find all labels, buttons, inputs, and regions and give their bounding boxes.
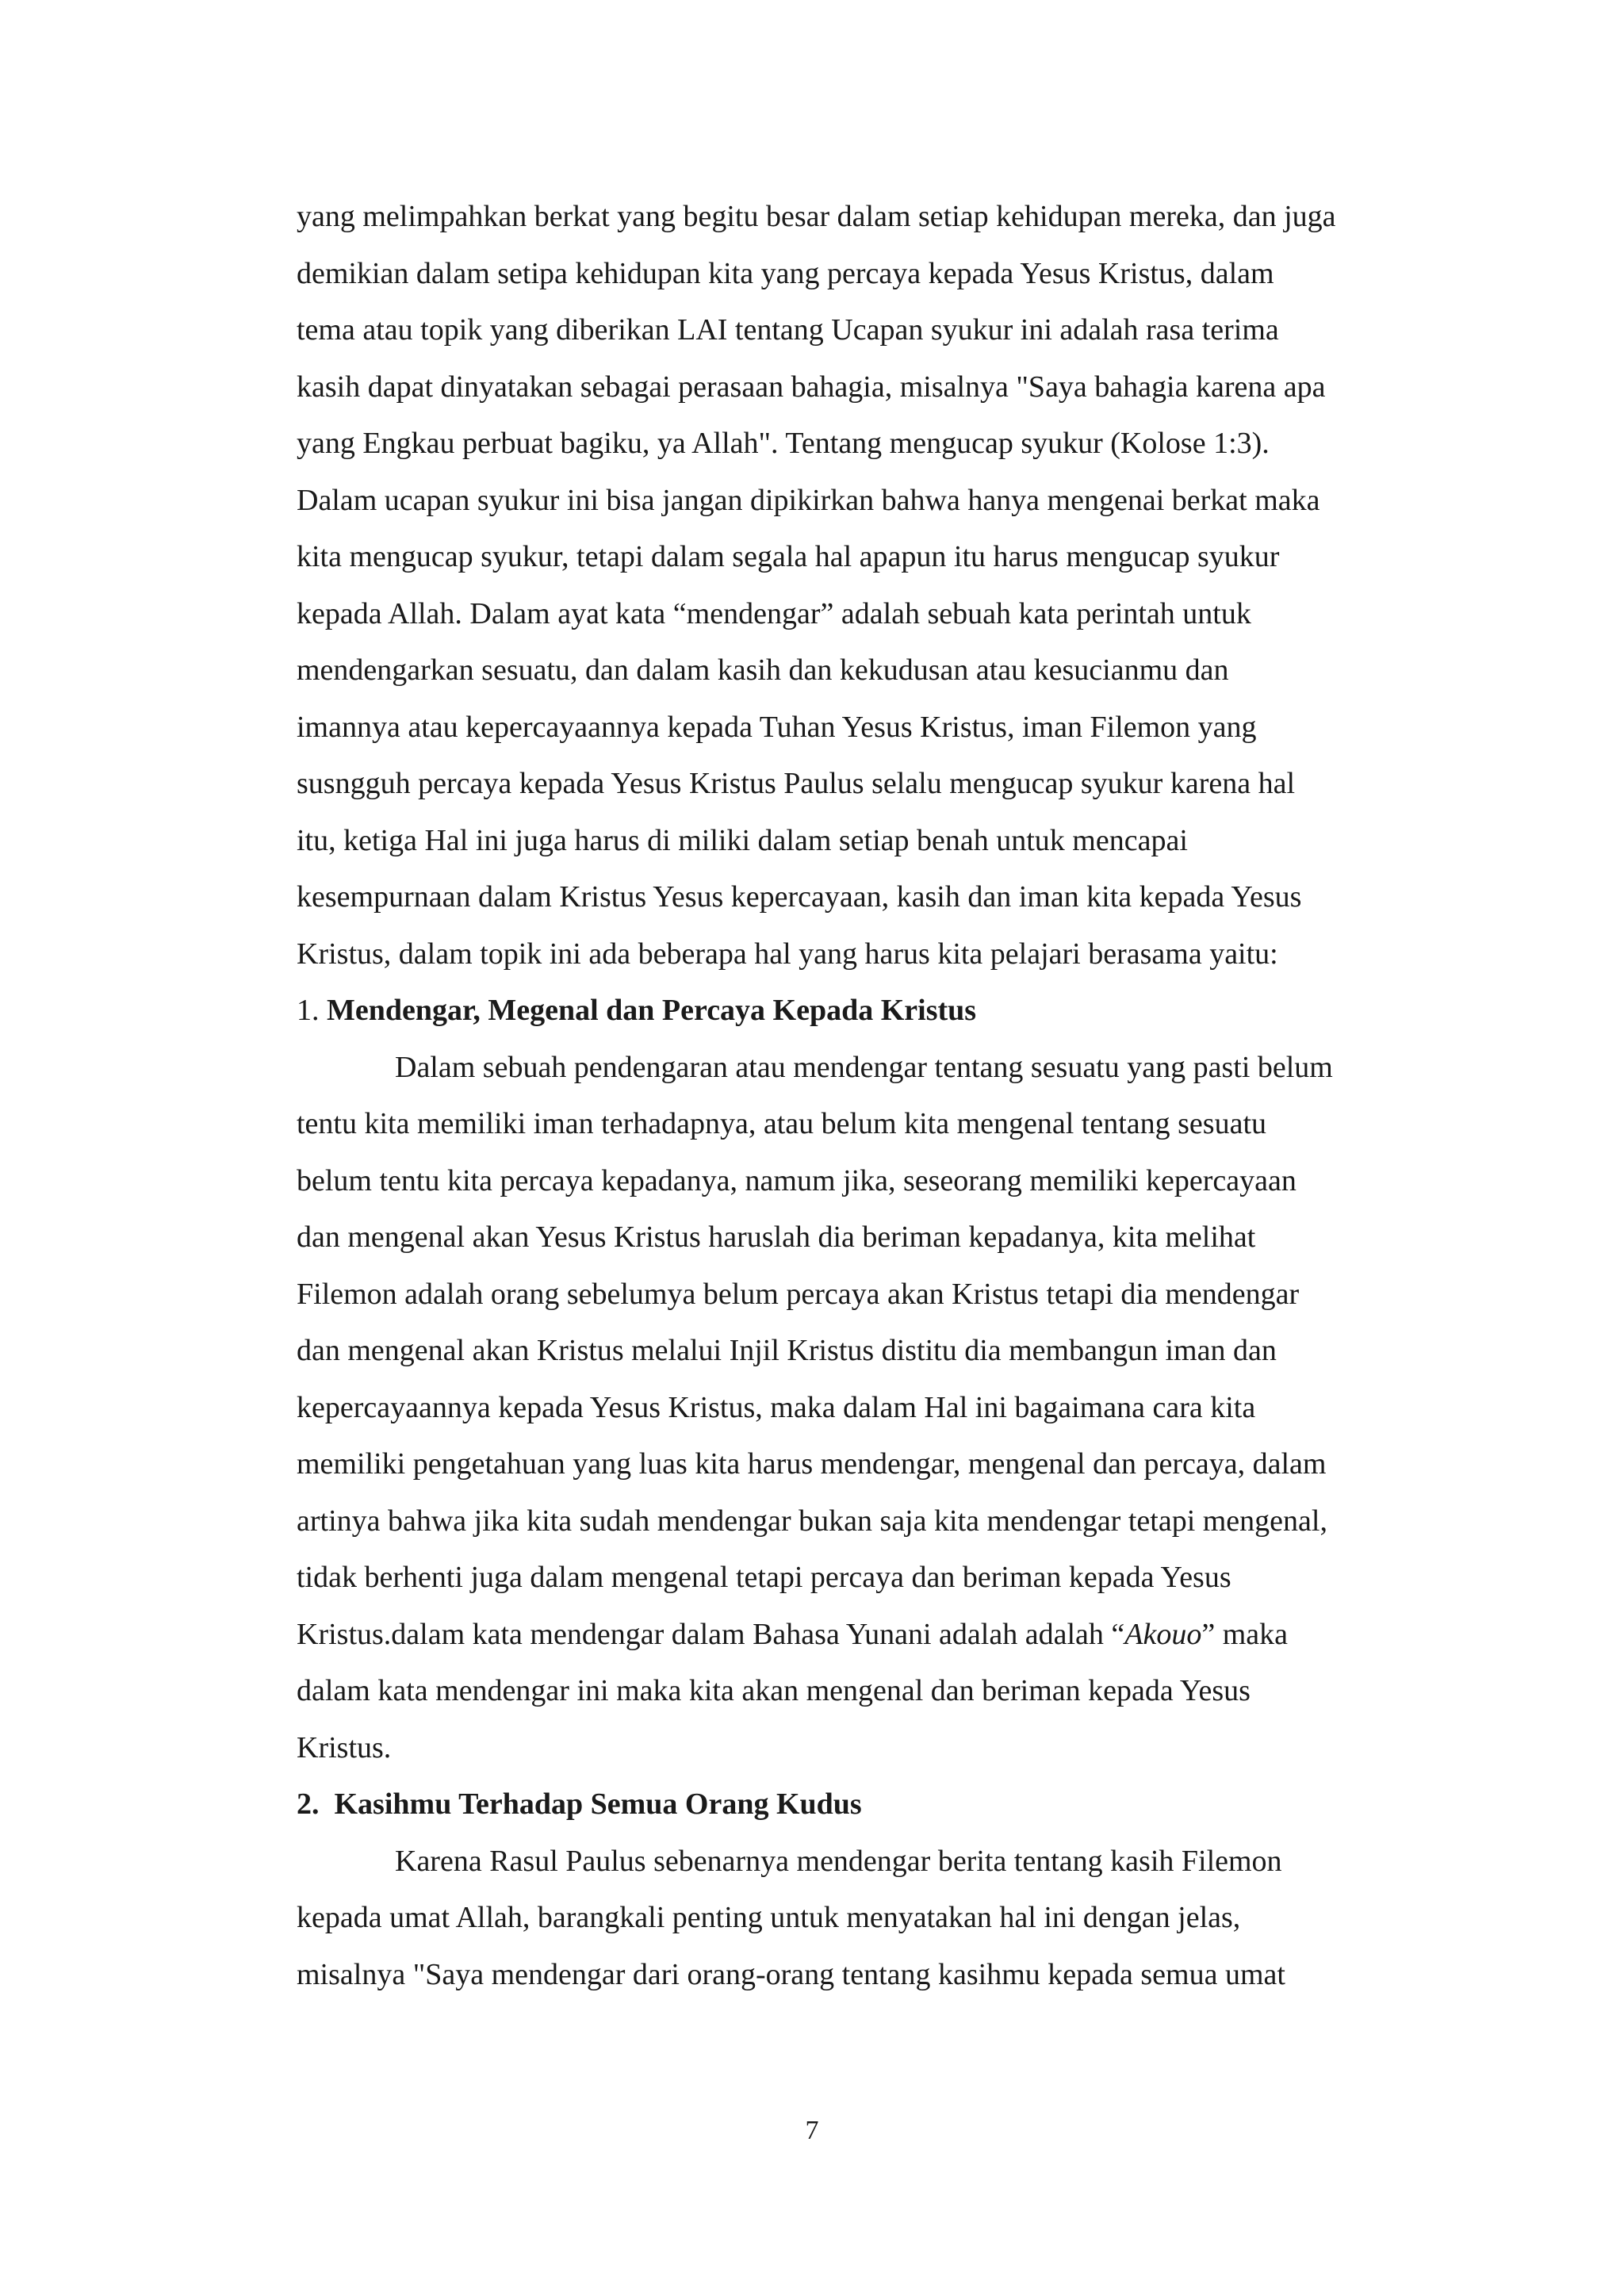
text-line: Kristus.	[297, 1730, 392, 1764]
text-line: artinya bahwa jika kita sudah mendengar bukan saja kita mendengar tetapi mengenal,	[297, 1504, 1327, 1538]
section-heading-1	[297, 983, 1438, 1040]
text-line: Karena Rasul Paulus sebenarnya mendengar berita tentang kasih Filemon	[395, 1844, 1282, 1878]
paragraph-mendengar	[297, 1040, 1438, 1777]
section-title: Kasihmu Terhadap Semua Orang Kudus	[334, 1787, 862, 1821]
text-line: Dalam ucapan syukur ini bisa jangan dipikirkan bahwa hanya mengenai berkat maka	[297, 483, 1320, 517]
text-line: tema atau topik yang diberikan LAI tentang Ucapan syukur ini adalah rasa terima	[297, 313, 1279, 347]
text-line-akouo	[297, 1607, 1438, 1664]
section-number: 2.	[297, 1787, 320, 1821]
paragraph-intro	[297, 189, 1438, 983]
greek-term: Akouo	[1124, 1617, 1202, 1651]
text-line: Dalam sebuah pendengaran atau mendengar tentang sesuatu yang pasti belum	[395, 1050, 1333, 1084]
text-line: kepercayaannya kepada Yesus Kristus, maka dalam Hal ini bagaimana cara kita	[297, 1390, 1256, 1424]
text-line: kepada Allah. Dalam ayat kata “mendengar” adalah sebuah kata perintah untuk	[297, 596, 1251, 630]
section-number: 1.	[297, 994, 320, 1027]
text-line: memiliki pengetahuan yang luas kita harus mendengar, mengenal dan percaya, dalam	[297, 1447, 1327, 1481]
text-line: yang melimpahkan berkat yang begitu besar dalam setiap kehidupan mereka, dan juga	[297, 200, 1336, 233]
section-title: Mendengar, Megenal dan Percaya Kepada Kristus	[327, 994, 977, 1027]
text-line: tidak berhenti juga dalam mengenal tetapi percaya dan beriman kepada Yesus	[297, 1561, 1231, 1594]
section-heading-2	[297, 1776, 1438, 1833]
text-line: dan mengenal akan Yesus Kristus haruslah dia beriman kepadanya, kita melihat	[297, 1220, 1256, 1254]
text-line: kasih dapat dinyatakan sebagai perasaan bahagia, misalnya "Saya bahagia karena apa	[297, 370, 1326, 404]
page-number: 7	[805, 2116, 819, 2145]
text-segment: Kristus.dalam kata mendengar dalam Bahasa Yunani adalah adalah “	[297, 1617, 1125, 1651]
text-line: Kristus, dalam topik ini ada beberapa hal yang harus kita pelajari berasama yaitu:	[297, 937, 1278, 971]
text-line: mendengarkan sesuatu, dan dalam kasih dan kekudusan atau kesucianmu dan	[297, 653, 1229, 687]
text-line: misalnya "Saya mendengar dari orang-orang tentang kasihmu kepada semua umat	[297, 1957, 1285, 1991]
text-line: demikian dalam setipa kehidupan kita yang percaya kepada Yesus Kristus, dalam	[297, 256, 1274, 290]
text-line: belum tentu kita percaya kepadanya, namum jika, seseorang memiliki kepercayaan	[297, 1163, 1297, 1197]
text-segment: ” maka	[1201, 1617, 1288, 1651]
text-line: itu, ketiga Hal ini juga harus di miliki dalam setiap benah untuk mencapai	[297, 823, 1188, 857]
text-line: yang Engkau perbuat bagiku, ya Allah". Tentang mengucap syukur (Kolose 1:3).	[297, 427, 1270, 460]
text-line: imannya atau kepercayaannya kepada Tuhan Yesus Kristus, iman Filemon yang	[297, 710, 1257, 744]
text-line: dalam kata mendengar ini maka kita akan mengenal dan beriman kepada Yesus	[297, 1674, 1251, 1707]
paragraph-kasih	[297, 1833, 1438, 2004]
text-line: dan mengenal akan Kristus melalui Injil Kristus distitu dia membangun iman dan	[297, 1334, 1277, 1367]
text-line: kita mengucap syukur, tetapi dalam segala hal apapun itu harus mengucap syukur	[297, 540, 1280, 573]
text-line: kesempurnaan dalam Kristus Yesus kepercayaan, kasih dan iman kita kepada Yesus	[297, 880, 1302, 914]
text-line: kepada umat Allah, barangkali penting untuk menyatakan hal ini dengan jelas,	[297, 1901, 1241, 1934]
text-line: susngguh percaya kepada Yesus Kristus Paulus selalu mengucap syukur karena hal	[297, 767, 1296, 800]
text-line: Filemon adalah orang sebelumya belum percaya akan Kristus tetapi dia mendengar	[297, 1277, 1300, 1311]
text-line: tentu kita memiliki iman terhadapnya, atau belum kita mengenal tentang sesuatu	[297, 1107, 1267, 1140]
body-text	[297, 189, 1438, 2003]
